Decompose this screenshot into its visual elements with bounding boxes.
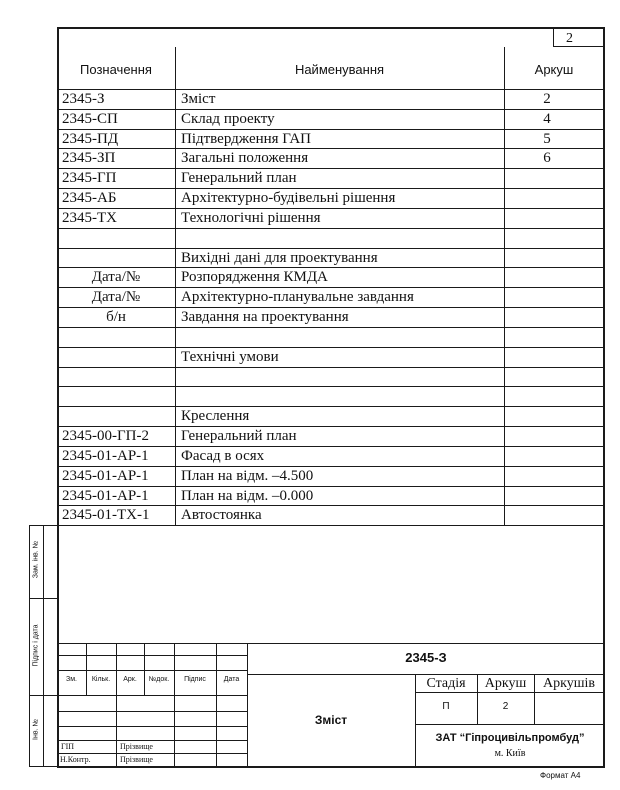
row-code: 2345-01-АР-1 [62, 448, 149, 464]
company-name: ЗАТ “Гіпроцивільпромбуд” [435, 732, 585, 744]
row-sheet: 2 [543, 91, 551, 107]
row-code: 2345-00-ГП-2 [62, 428, 149, 444]
row-name: Склад проекту [181, 111, 275, 127]
row-name: Підтвердження ГАП [181, 131, 312, 147]
row-name: Технічні умови [181, 349, 279, 365]
side-label-replaced: Зам. інв. № [32, 540, 40, 579]
row-code: 2345-ТХ [62, 210, 117, 226]
col-count: Кільк. [91, 676, 111, 683]
row-name: Вихідні дані для проектування [181, 250, 378, 266]
row-sheet: 4 [543, 111, 551, 127]
row-name: Архітектурно-планувальне завдання [181, 289, 414, 305]
row-name: Технологічні рішення [181, 210, 321, 226]
row-name: План на відм. –0.000 [181, 488, 314, 504]
row-name: Фасад в осях [181, 448, 265, 464]
format-label: Формат А4 [540, 771, 581, 780]
row-name: Зміст [181, 91, 216, 107]
row-sheet: 5 [543, 131, 551, 147]
row-name: Автостоянка [181, 507, 262, 523]
frame-top [57, 27, 605, 29]
col-change: Зм. [66, 676, 77, 683]
row-code: 2345-01-ТХ-1 [62, 507, 150, 523]
row-name: Архітектурно-будівельні рішення [181, 190, 396, 206]
person-norm-control: Прізвище [120, 755, 153, 764]
row-name: Загальні положення [181, 150, 309, 166]
row-code: 2345-СП [62, 111, 118, 127]
frame-bottom [57, 766, 605, 768]
row-name: Розпорядження КМДА [181, 269, 328, 285]
row-code: 2345-ЗП [62, 150, 116, 166]
row-code: Дата/№ [91, 269, 141, 285]
sheet-value: 2 [502, 701, 509, 712]
title-block-code: 2345-З [405, 650, 447, 665]
side-label-inventory: Інв. № [32, 719, 40, 740]
row-name: Генеральний план [181, 170, 297, 186]
doc-title: Зміст [314, 713, 348, 727]
col-doc-no: №док. [148, 676, 170, 683]
row-code: 2345-З [62, 91, 105, 107]
role-gip: ГІП [61, 742, 75, 751]
row-sheet: 6 [543, 150, 551, 166]
row-name: План на відм. –4.500 [181, 468, 314, 484]
col-sheet: Арк. [123, 676, 137, 683]
col-signature: Підпис [184, 676, 206, 683]
header-name: Найменування [294, 62, 385, 77]
header-designation: Позначення [80, 62, 152, 77]
row-code: б/н [106, 309, 126, 325]
person-gip: Прізвище [120, 742, 153, 751]
row-code: 2345-АБ [62, 190, 117, 206]
row-code: 2345-ГП [62, 170, 117, 186]
row-name: Генеральний план [181, 428, 297, 444]
role-norm-control: Н.Контр. [60, 755, 91, 764]
col-date: Дата [223, 676, 240, 683]
row-name: Креслення [181, 408, 250, 424]
row-code: 2345-01-АР-1 [62, 488, 149, 504]
stage-label: Стадія [426, 676, 466, 691]
sheet-label: Аркуш [484, 676, 527, 691]
side-label-signature-date: Підпис і дата [32, 624, 40, 667]
row-code: 2345-ПД [62, 131, 119, 147]
sheet-number: 2 [566, 31, 573, 46]
sheets-label: Аркушів [543, 676, 595, 691]
header-sheet: Аркуш [534, 62, 574, 77]
frame-left [57, 27, 59, 768]
company-city: м. Київ [494, 748, 526, 759]
row-code: Дата/№ [91, 289, 141, 305]
row-code: 2345-01-АР-1 [62, 468, 149, 484]
row-name: Завдання на проектування [181, 309, 349, 325]
stage-value: П [442, 701, 450, 712]
